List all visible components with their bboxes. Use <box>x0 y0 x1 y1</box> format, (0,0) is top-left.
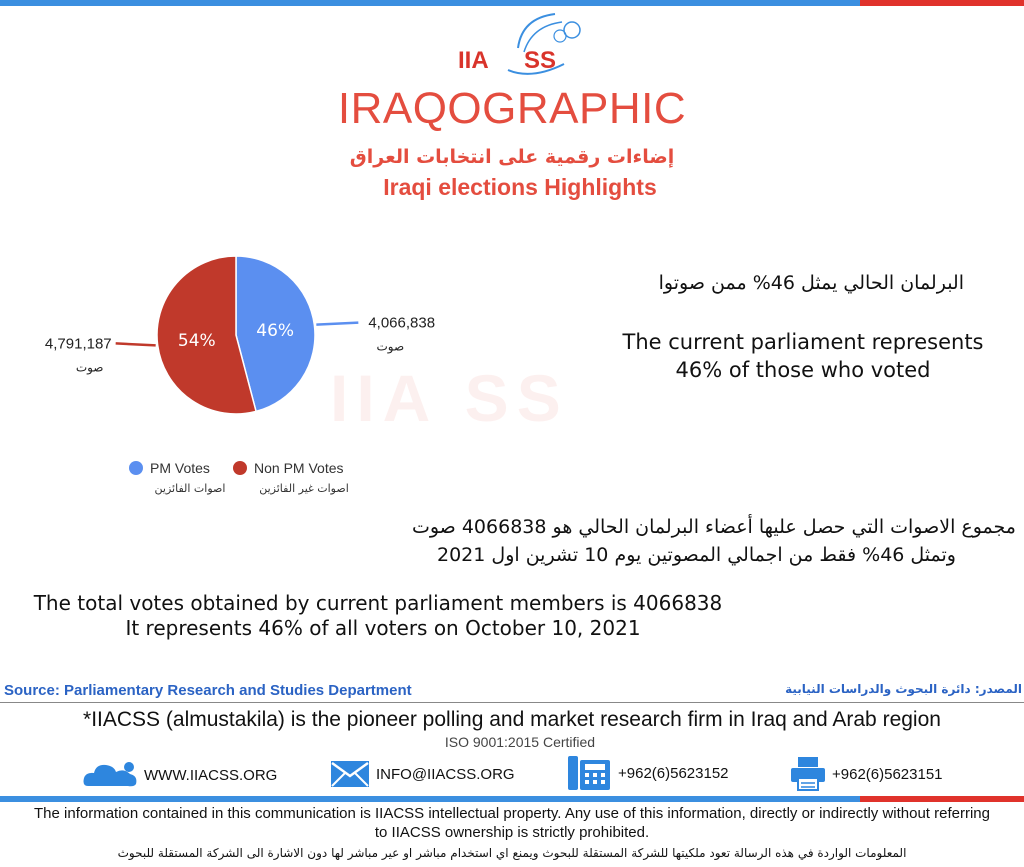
contact-phone[interactable] <box>568 754 729 792</box>
legend-label-pm-votes: PM Votes <box>150 460 210 476</box>
logo-text-right: SS <box>524 47 557 74</box>
slice-percent-label: 46% <box>256 320 295 341</box>
divider <box>0 702 1024 703</box>
top-bar-red <box>860 0 1024 6</box>
legend-label-non-pm-votes: Non PM Votes <box>254 460 344 476</box>
statement-ar: البرلمان الحالي يمثل 46% ممن صوتوا <box>658 272 964 294</box>
contact-website[interactable] <box>82 760 277 790</box>
slice-percent-label: 54% <box>177 331 216 352</box>
disclaimer-line1: The information contained in this communication is IIACSS intellectual property. Any use of this information, directly or indirectly without referring <box>34 805 990 822</box>
phone-icon <box>568 754 612 792</box>
contact-email[interactable] <box>330 760 515 788</box>
legend-label-ar-pm-votes: اصوات الفائزين <box>154 482 226 495</box>
page-title: IRAQOGRAPHIC <box>337 84 687 133</box>
footer-bar-red <box>860 796 1024 802</box>
iiacss-logo <box>440 8 590 80</box>
pie-chart <box>0 240 520 510</box>
footer-bar-blue <box>0 796 860 802</box>
pioneer-statement: *IIACSS (almustakila) is the pioneer polling and market research firm in Iraq and Arab region <box>83 708 941 731</box>
email-text[interactable]: INFO@IIACSS.ORG <box>376 765 515 783</box>
subtitle-arabic: إضاءات رقمية على انتخابات العراق <box>349 146 675 168</box>
slice-value-label: 4,066,838 <box>368 314 436 332</box>
disclaimer-english <box>0 804 1024 842</box>
total-ar-line2: وتمثل 46% فقط من اجمالي المصوتين يوم 10 تشرين اول 2021 <box>437 544 956 566</box>
top-bar-blue <box>0 0 860 6</box>
fax-text[interactable]: +962(6)5623151 <box>832 765 943 783</box>
subtitle-english: Iraqi elections Highlights <box>383 174 657 200</box>
statement-en-line1: The current parliament represents <box>622 330 984 354</box>
total-en-line2: It represents 46% of all voters on October 10, 2021 <box>125 616 641 640</box>
contact-fax[interactable] <box>790 756 943 792</box>
slice-unit-label: صوت <box>376 339 405 354</box>
logo-text-left: IIA <box>458 47 489 74</box>
cloud-icon <box>82 760 138 790</box>
slice-unit-label: صوت <box>75 360 104 375</box>
total-en-line1: The total votes obtained by current parliament members is 4066838 <box>33 591 723 615</box>
total-ar-line1: مجموع الاصوات التي حصل عليها أعضاء البرلمان الحالي هو 4066838 صوت <box>411 516 1016 538</box>
legend-label-ar-non-pm-votes: اصوات غير الفائزين <box>259 482 349 495</box>
website-text[interactable]: WWW.IIACSS.ORG <box>144 766 278 784</box>
printer-icon <box>790 756 826 792</box>
iso-certified: ISO 9001:2015 Certified <box>444 734 596 750</box>
source-english: Source: Parliamentary Research and Studies Department <box>4 682 412 699</box>
legend-swatch-pm-votes <box>129 461 143 475</box>
mail-icon <box>330 760 370 788</box>
slice-value-label: 4,791,187 <box>44 335 112 353</box>
legend-swatch-non-pm-votes <box>233 461 247 475</box>
disclaimer-line2: to IIACSS ownership is strictly prohibited. <box>374 824 650 841</box>
phone-text[interactable]: +962(6)5623152 <box>618 764 729 782</box>
disclaimer-arabic: المعلومات الواردة في هذه الرسالة تعود ملكيتها للشركة المستقلة للبحوث ويمنع اي استخدام مباشر او عير مباشر لها دون الاشارة الى الشركة المستقلة للبحوث <box>117 846 907 860</box>
watermark-logo: IIA SS <box>330 361 569 435</box>
leader-line <box>316 323 358 325</box>
statement-en-line2: 46% of those who voted <box>675 358 931 382</box>
leader-line <box>116 343 156 345</box>
source-arabic: المصدر: دائرة البحوث والدراسات النيابية <box>785 682 1022 696</box>
